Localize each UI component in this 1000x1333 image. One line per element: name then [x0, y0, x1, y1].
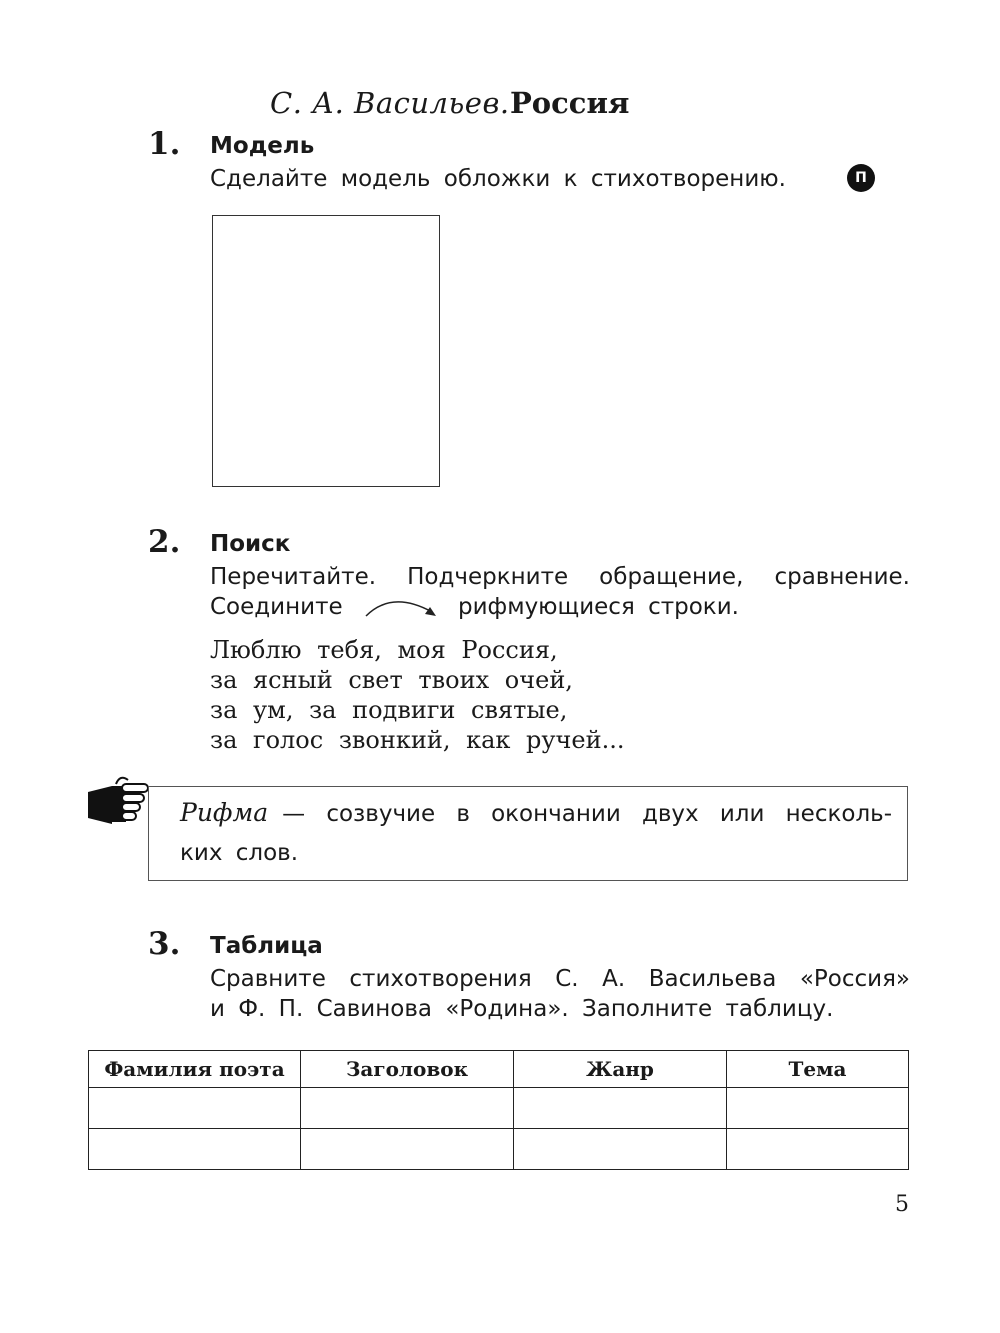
poem-excerpt	[210, 635, 625, 755]
table-row	[89, 1129, 909, 1170]
task-2-heading: Поиск	[210, 531, 291, 557]
poem-line: Люблю тебя, моя Россия,	[210, 636, 558, 664]
task-2-number: 2.	[148, 524, 181, 560]
table-cell[interactable]	[301, 1088, 514, 1129]
cover-drawing-area[interactable]	[212, 215, 440, 487]
rule-definition: — созвучие в окончании двух или несколь-	[282, 801, 892, 827]
column-header-poet: Фамилия поэта	[89, 1051, 301, 1088]
page-number: 5	[895, 1192, 909, 1217]
rule-line-1	[180, 798, 892, 827]
task-1-instruction: Сделайте модель обложки к стихотворению.	[210, 166, 786, 192]
author-name: С. А. Васильев.	[270, 86, 510, 120]
task-3-number: 3.	[148, 926, 181, 962]
pair-work-badge-icon: П	[847, 164, 875, 192]
table-cell[interactable]	[89, 1088, 301, 1129]
task-2-line-2-end: рифмующиеся строки.	[458, 594, 739, 620]
task-3-line-2: и Ф. П. Савинова «Родина». Заполните таблицу.	[210, 996, 834, 1022]
table-cell[interactable]	[514, 1129, 727, 1170]
task-3-heading: Таблица	[210, 933, 323, 959]
poem-line: за ум, за подвиги святые,	[210, 696, 568, 724]
task-2-line-1: Перечитайте. Подчеркните обращение, сравнение.	[210, 564, 910, 590]
poem-title: Россия	[510, 86, 630, 120]
table-cell[interactable]	[727, 1129, 909, 1170]
rule-definition-continued: ких слов.	[180, 840, 299, 866]
task-2-line-2-start: Соедините	[210, 594, 343, 620]
table-cell[interactable]	[727, 1088, 909, 1129]
table-header-row	[89, 1051, 909, 1088]
task-1-heading: Модель	[210, 133, 315, 159]
poem-line: за голос звонкий, как ручей...	[210, 726, 625, 754]
curved-arrow-icon	[362, 592, 442, 622]
table-cell[interactable]	[301, 1129, 514, 1170]
table-row	[89, 1088, 909, 1129]
task-3-line-1: Сравните стихотворения С. А. Васильева «Россия»	[210, 966, 910, 992]
poem-line: за ясный свет твоих очей,	[210, 666, 573, 694]
column-header-theme: Тема	[727, 1051, 909, 1088]
column-header-title: Заголовок	[301, 1051, 514, 1088]
table-cell[interactable]	[89, 1129, 301, 1170]
table-cell[interactable]	[514, 1088, 727, 1129]
task-1-number: 1.	[148, 126, 181, 162]
comparison-table	[88, 1050, 909, 1170]
column-header-genre: Жанр	[514, 1051, 727, 1088]
rule-term: Рифма	[180, 798, 269, 827]
pointing-hand-icon	[86, 772, 150, 828]
